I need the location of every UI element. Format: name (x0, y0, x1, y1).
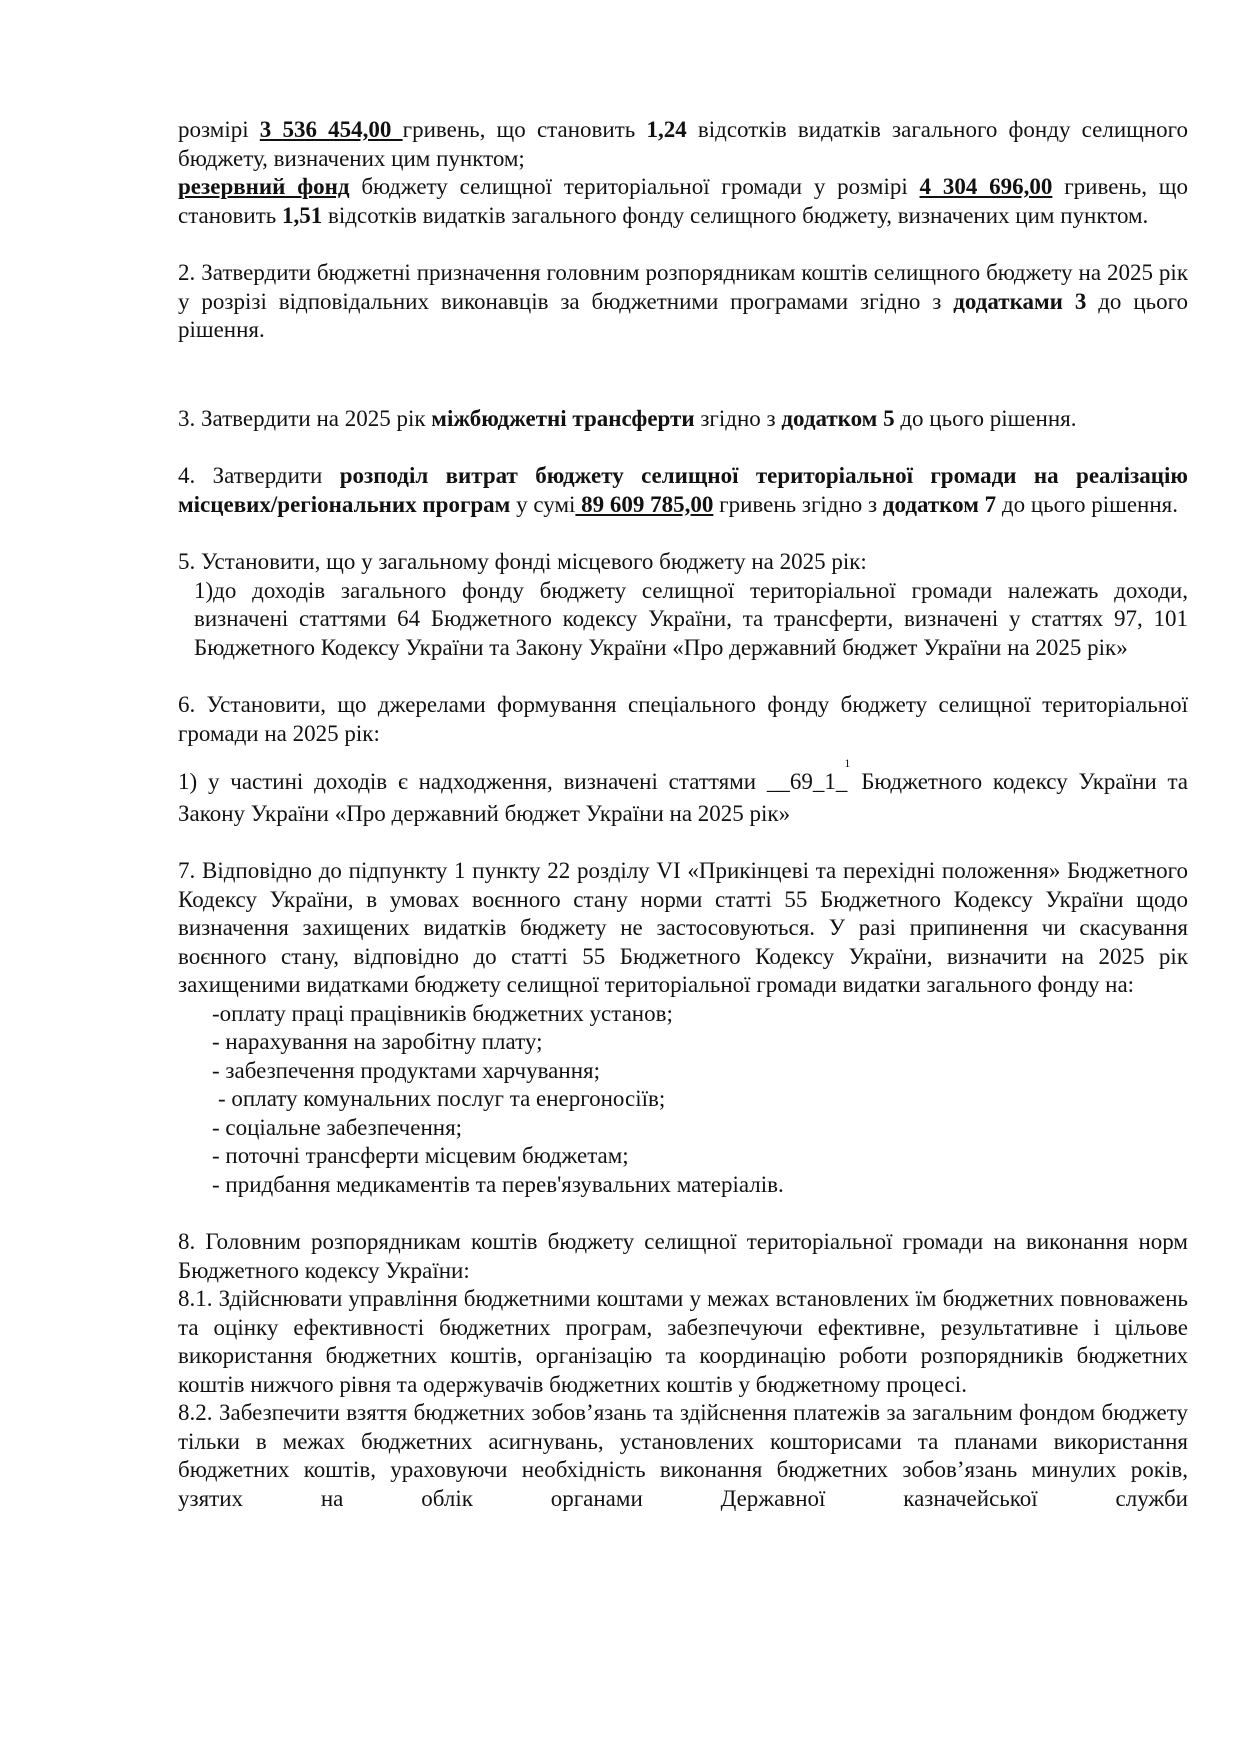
paragraph-7: 7. Відповідно до підпункту 1 пункту 22 розділу VI «Прикінцеві та перехідні положення» Бюджетного Кодексу України, в умовах воєнного стану норми статті 55 Бюджетного Кодексу України щодо визначення захищених видатків бюджету не застосовуються. У разі припинення чи скасування воєнного стану, відповідно до статті 55 Бюджетного Кодексу України, визначити на 2025 рік захищеними видатками бюджету селищної територіальної громади видатки загального фонду на: (178, 858, 1188, 997)
paragraph-8-1: 8.1. Здійснювати управління бюджетними коштами у межах встановлених їм бюджетних повноважень та оцінку ефективності бюджетних програм, забезпечуючи ефективне, результативне і цільове використання бюджетних коштів, організацію та координацію роботи розпорядників бюджетних коштів нижчого рівня та одержувачів бюджетних коштів у бюджетному процесі. (178, 1286, 1188, 1397)
list-item: - забезпечення продуктами харчування; (212, 1057, 600, 1083)
paragraph-6-item-1: 1) у частині доходів є надходження, визначені статтями __69_1_$^1$ Бюджетного кодексу України та Закону України «Про державний бюджет України на 2025 рік» (178, 756, 1188, 826)
protected-expenses-list (178, 1000, 1188, 1200)
paragraph-4: 4. Затвердити розподіл витрат бюджету селищної територіальної громади на реалізацію місцевих/регіональних програм у сумі 89 609 785,00 гривень згідно з додатком 7 до цього рішення. (178, 463, 1188, 517)
percent-1-51: 1,51 (282, 202, 323, 228)
reserve-fund-label: резервний фонд (178, 174, 350, 199)
reserve-fund-paragraph: резервний фонд бюджету селищної територіальної громади у розмірі 4 304 696,00 гривень, що становить 1,51 відсотків видатків загального фонду селищного бюджету, визначених цим пунктом. (178, 174, 1188, 228)
paragraph-2: 2. Затвердити бюджетні призначення головним розпорядникам коштів селищного бюджету на 2025 рік у розрізі відповідальних виконавців за бюджетними програмами згідно з додатками 3 до цього рішення. (178, 260, 1188, 342)
amount-4304696: 4 304 696,00 (919, 174, 1053, 199)
paragraph-1-continued: розмірі 3 536 454,00 гривень, що становить 1,24 відсотків видатків загального фонду селищного бюджету, визначених цим пунктом; (178, 117, 1189, 171)
list-item: - поточні трансферти місцевим бюджетам; (212, 1143, 629, 1168)
percent-1-24: 1,24 (646, 117, 687, 142)
article-number: __69_1_ (766, 769, 848, 794)
list-item: - оплату комунальних послуг та енергоносіїв; (218, 1086, 666, 1111)
amount-89609785: 89 609 785,00 (575, 491, 714, 517)
list-item: - придбання медикаментів та перев'язувальних матеріалів. (212, 1171, 784, 1197)
list-item: -оплату праці працівників бюджетних установ; (212, 1000, 673, 1026)
paragraph-8: 8. Головним розпорядникам коштів бюджету селищної територіальної громади на виконання норм Бюджетного кодексу України: (178, 1229, 1188, 1283)
footnote-mark: 1 (844, 756, 851, 770)
list-item: - соціальне забезпечення; (212, 1114, 463, 1140)
paragraph-6: 6. Установити, що джерелами формування спеціального фонду бюджету селищної територіальної громади на 2025 рік: (178, 692, 1188, 746)
paragraph-5: 5. Установити, що у загальному фонді місцевого бюджету на 2025 рік: (178, 549, 867, 574)
list-item: - нарахування на заробітну плату; (212, 1029, 543, 1054)
amount-3536454: 3 536 454,00 (259, 117, 403, 142)
paragraph-5-item-1: 1)до доходів загального фонду бюджету селищної територіальної громади належать доходи, визначені статтями 64 Бюджетного кодексу України, та трансферти, визначені у статтях 97, 101 Бюджетного Кодексу України та Закону України «Про державний бюджет України на 2025 рік» (194, 577, 1188, 660)
paragraph-3: 3. Затвердити на 2025 рік міжбюджетні трансферти згідно з додатком 5 до цього рішення. (178, 405, 1077, 431)
document-page (178, 116, 1188, 1513)
paragraph-8-2: 8.2. Забезпечити взяття бюджетних зобов’язань та здійснення платежів за загальним фондом бюджету тільки в межах бюджетних асигнувань, установлених кошторисами та планами використання бюджетних коштів, ураховуючи необхідність виконання бюджетних зобов’язань минулих років, узятих на облік органами Державної казначейської служби (178, 1400, 1188, 1511)
